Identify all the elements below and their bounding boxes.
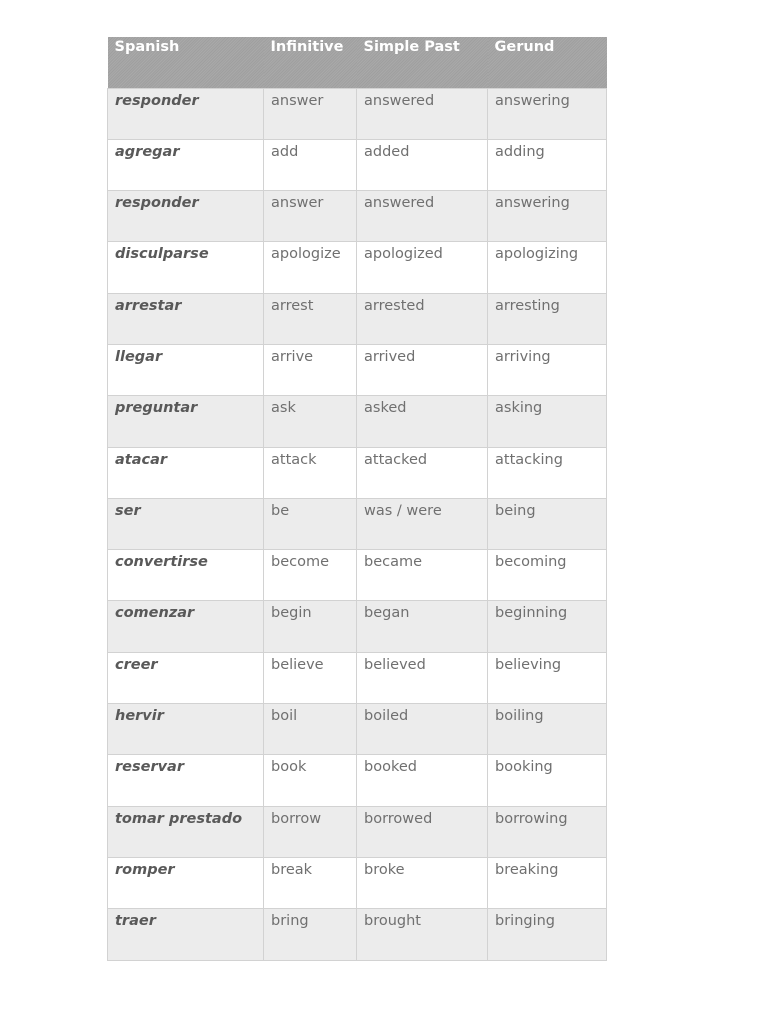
table-row [108,601,607,652]
infinitive-cell: book [264,755,357,806]
gerund-cell: borrowing [488,806,607,857]
spanish-cell: responder [108,191,264,242]
table-row [108,550,607,601]
simple-past-cell: arrested [357,293,488,344]
simple-past-cell: attacked [357,447,488,498]
gerund-cell: adding [488,139,607,190]
infinitive-cell: ask [264,396,357,447]
gerund-cell: beginning [488,601,607,652]
infinitive-cell: boil [264,704,357,755]
gerund-cell: arresting [488,293,607,344]
infinitive-cell: be [264,498,357,549]
simple-past-cell: apologized [357,242,488,293]
spanish-cell: llegar [108,344,264,395]
spanish-cell: arrestar [108,293,264,344]
simple-past-cell: arrived [357,344,488,395]
table-row [108,396,607,447]
verb-conjugation-table [107,37,607,961]
simple-past-cell: answered [357,88,488,139]
table-row [108,498,607,549]
header-spanish: Spanish [108,37,264,88]
infinitive-cell: begin [264,601,357,652]
spanish-cell: romper [108,857,264,908]
simple-past-cell: was / were [357,498,488,549]
gerund-cell: bringing [488,909,607,960]
simple-past-cell: added [357,139,488,190]
header-gerund: Gerund [488,37,607,88]
infinitive-cell: arrest [264,293,357,344]
infinitive-cell: believe [264,652,357,703]
simple-past-cell: became [357,550,488,601]
table-row [108,704,607,755]
simple-past-cell: answered [357,191,488,242]
infinitive-cell: add [264,139,357,190]
header-simple-past: Simple Past [357,37,488,88]
spanish-cell: tomar prestado [108,806,264,857]
gerund-cell: answering [488,88,607,139]
spanish-cell: traer [108,909,264,960]
table-row [108,191,607,242]
infinitive-cell: apologize [264,242,357,293]
gerund-cell: booking [488,755,607,806]
spanish-cell: hervir [108,704,264,755]
gerund-cell: breaking [488,857,607,908]
gerund-cell: becoming [488,550,607,601]
table-row [108,909,607,960]
header-row [108,37,607,88]
simple-past-cell: broke [357,857,488,908]
header-infinitive: Infinitive [264,37,357,88]
infinitive-cell: answer [264,88,357,139]
spanish-cell: creer [108,652,264,703]
spanish-cell: atacar [108,447,264,498]
table-row [108,447,607,498]
gerund-cell: believing [488,652,607,703]
infinitive-cell: answer [264,191,357,242]
spanish-cell: comenzar [108,601,264,652]
spanish-cell: ser [108,498,264,549]
spanish-cell: agregar [108,139,264,190]
infinitive-cell: bring [264,909,357,960]
gerund-cell: apologizing [488,242,607,293]
gerund-cell: answering [488,191,607,242]
gerund-cell: boiling [488,704,607,755]
spanish-cell: convertirse [108,550,264,601]
spanish-cell: reservar [108,755,264,806]
table-row [108,242,607,293]
infinitive-cell: arrive [264,344,357,395]
table-row [108,88,607,139]
simple-past-cell: asked [357,396,488,447]
table-row [108,857,607,908]
gerund-cell: arriving [488,344,607,395]
gerund-cell: being [488,498,607,549]
simple-past-cell: borrowed [357,806,488,857]
table-row [108,652,607,703]
table-row [108,293,607,344]
spanish-cell: disculparse [108,242,264,293]
table-row [108,344,607,395]
gerund-cell: attacking [488,447,607,498]
simple-past-cell: believed [357,652,488,703]
infinitive-cell: break [264,857,357,908]
simple-past-cell: booked [357,755,488,806]
infinitive-cell: attack [264,447,357,498]
table-row [108,755,607,806]
simple-past-cell: brought [357,909,488,960]
gerund-cell: asking [488,396,607,447]
simple-past-cell: boiled [357,704,488,755]
simple-past-cell: began [357,601,488,652]
spanish-cell: responder [108,88,264,139]
infinitive-cell: borrow [264,806,357,857]
table-row [108,139,607,190]
infinitive-cell: become [264,550,357,601]
table-body [108,88,607,960]
spanish-cell: preguntar [108,396,264,447]
table-row [108,806,607,857]
